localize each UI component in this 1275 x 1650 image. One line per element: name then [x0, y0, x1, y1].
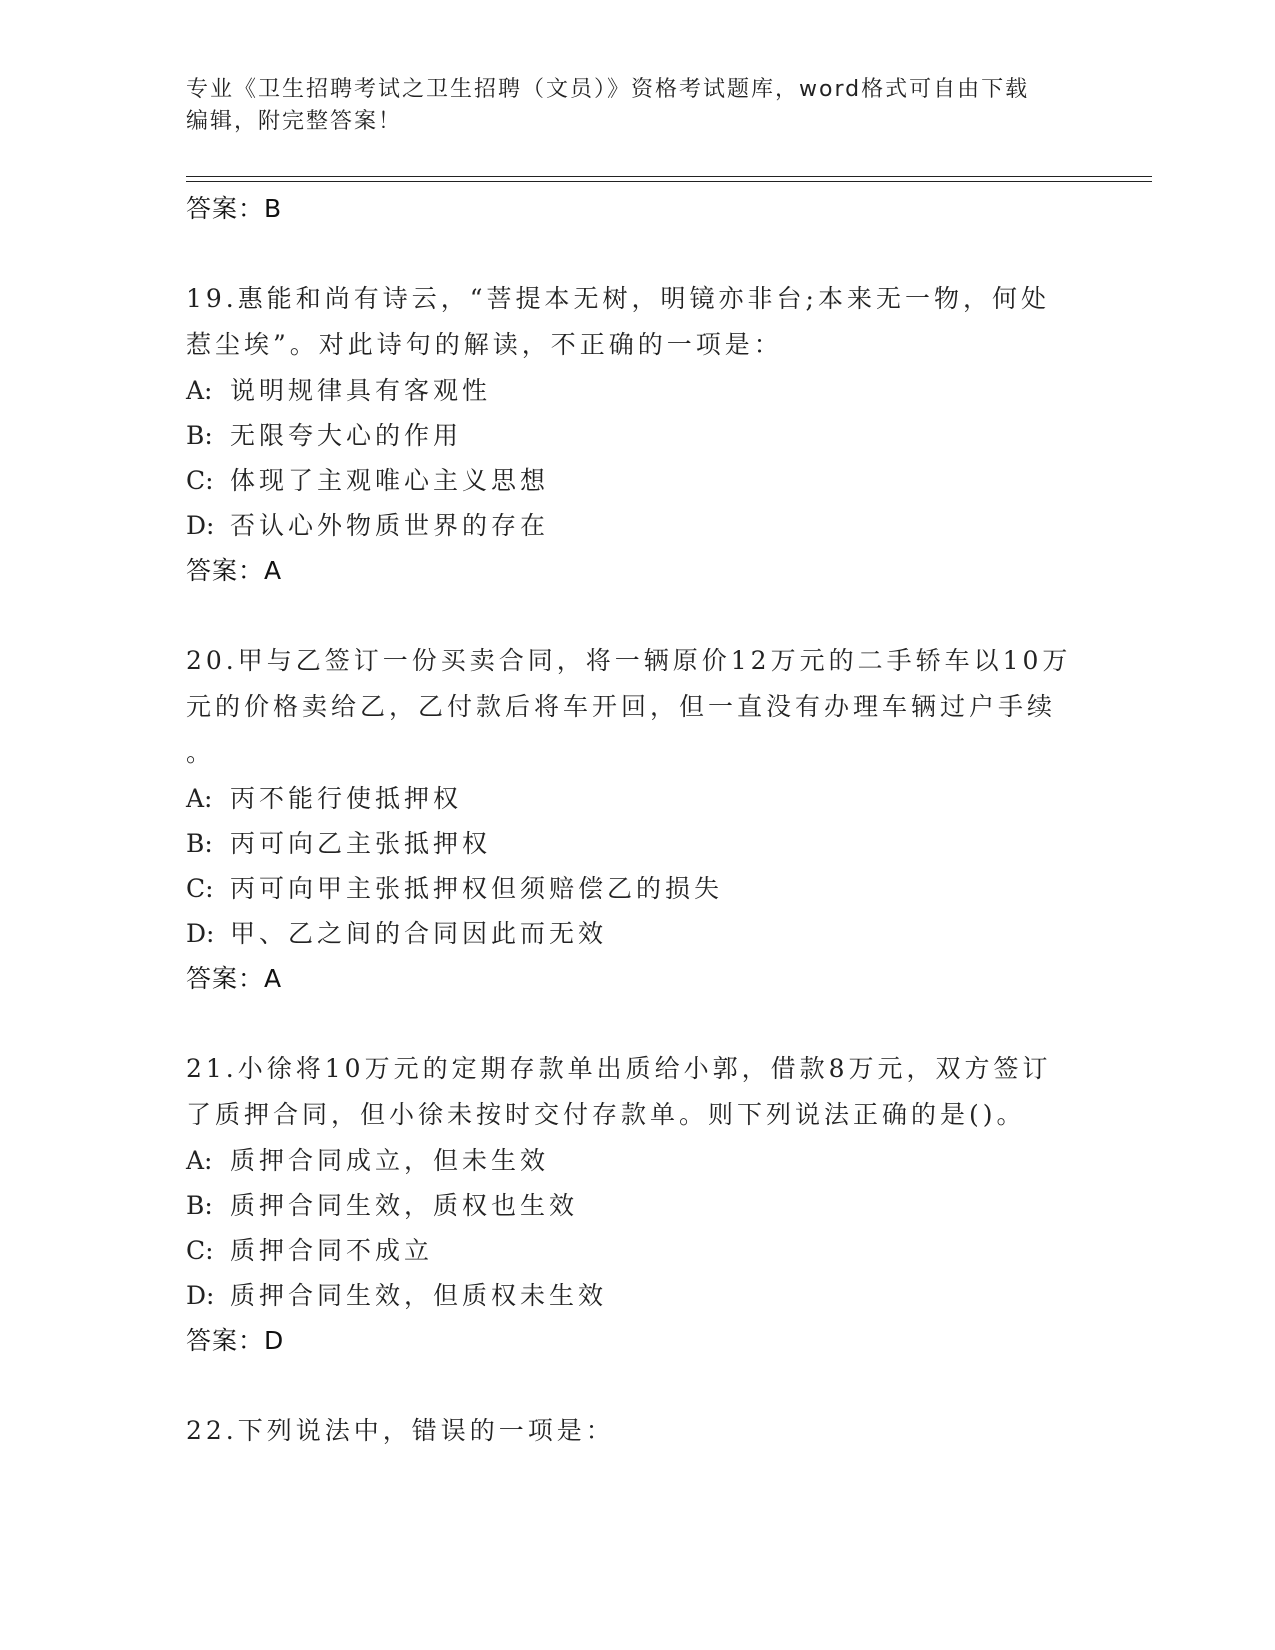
- option-c: [186, 458, 1086, 503]
- option-text: 丙不能行使抵押权: [230, 784, 463, 813]
- question-text: [186, 1408, 1086, 1454]
- option-letter: A:: [186, 784, 213, 813]
- option-text: 质押合同不成立: [230, 1236, 434, 1265]
- option-letter: B:: [186, 829, 213, 858]
- option-letter: C:: [186, 874, 214, 903]
- option-b: [186, 1183, 1086, 1228]
- question-block: [186, 1046, 1086, 1364]
- header-line-1: 专业《卫生招聘考试之卫生招聘（文员）》资格考试题库，word格式可自由下载: [186, 77, 1030, 102]
- question-text: [186, 1046, 1086, 1138]
- question-line: 惹尘埃”。对此诗句的解读，不正确的一项是：: [186, 330, 783, 359]
- question-line: 19.惠能和尚有诗云，“菩提本无树，明镜亦非台;本来无一物，何处: [186, 284, 1050, 313]
- option-text: 质押合同生效，但质权未生效: [230, 1281, 608, 1310]
- document-header: [186, 74, 1086, 138]
- spacer: [186, 1364, 1086, 1408]
- spacer: [186, 232, 1086, 276]
- question-block: [186, 276, 1086, 594]
- document-body: [186, 186, 1086, 1454]
- question-line: 。: [186, 738, 216, 767]
- option-letter: C:: [186, 466, 214, 495]
- option-a: [186, 1138, 1086, 1183]
- option-letter: D:: [186, 919, 215, 948]
- question-block: [186, 1408, 1086, 1454]
- option-text: 否认心外物质世界的存在: [230, 511, 550, 540]
- option-letter: D:: [186, 511, 215, 540]
- option-text: 丙可向乙主张抵押权: [230, 829, 492, 858]
- question-line: 元的价格卖给乙，乙付款后将车开回，但一直没有办理车辆过户手续: [186, 692, 1057, 721]
- option-letter: A:: [186, 1146, 213, 1175]
- option-text: 丙可向甲主张抵押权但须赔偿乙的损失: [230, 874, 724, 903]
- option-c: [186, 1228, 1086, 1273]
- option-letter: C:: [186, 1236, 214, 1265]
- question-text: [186, 638, 1086, 776]
- question-line: 22.下列说法中，错误的一项是：: [186, 1416, 615, 1445]
- option-text: 甲、乙之间的合同因此而无效: [230, 919, 608, 948]
- option-text: 体现了主观唯心主义思想: [230, 466, 550, 495]
- header-divider-bottom: [186, 181, 1152, 182]
- option-d: [186, 1273, 1086, 1318]
- option-letter: D:: [186, 1281, 215, 1310]
- question-line: 了质押合同，但小徐未按时交付存款单。则下列说法正确的是()。: [186, 1100, 1026, 1129]
- option-letter: B:: [186, 421, 213, 450]
- option-text: 质押合同生效，质权也生效: [230, 1191, 579, 1220]
- option-text: 无限夸大心的作用: [230, 421, 463, 450]
- answer-line: 答案：D: [186, 1326, 285, 1355]
- option-letter: A:: [186, 376, 213, 405]
- option-a: [186, 776, 1086, 821]
- header-divider-top: [186, 176, 1152, 177]
- option-text: 质押合同成立，但未生效: [230, 1146, 550, 1175]
- option-text: 说明规律具有客观性: [230, 376, 492, 405]
- option-c: [186, 866, 1086, 911]
- question-line: 21.小徐将10万元的定期存款单出质给小郭，借款8万元，双方签订: [186, 1054, 1052, 1083]
- option-b: [186, 821, 1086, 866]
- header-line-2: 编辑，附完整答案！: [186, 109, 403, 134]
- question-line: 20.甲与乙签订一份买卖合同，将一辆原价12万元的二手轿车以10万: [186, 646, 1072, 675]
- spacer: [186, 594, 1086, 638]
- option-d: [186, 911, 1086, 956]
- option-letter: B:: [186, 1191, 213, 1220]
- spacer: [186, 1002, 1086, 1046]
- option-a: [186, 368, 1086, 413]
- answer-line: 答案：A: [186, 556, 283, 585]
- answer-line: 答案：B: [186, 194, 283, 223]
- answer-line: 答案：A: [186, 964, 283, 993]
- question-text: [186, 276, 1086, 368]
- option-d: [186, 503, 1086, 548]
- question-block: [186, 638, 1086, 1002]
- option-b: [186, 413, 1086, 458]
